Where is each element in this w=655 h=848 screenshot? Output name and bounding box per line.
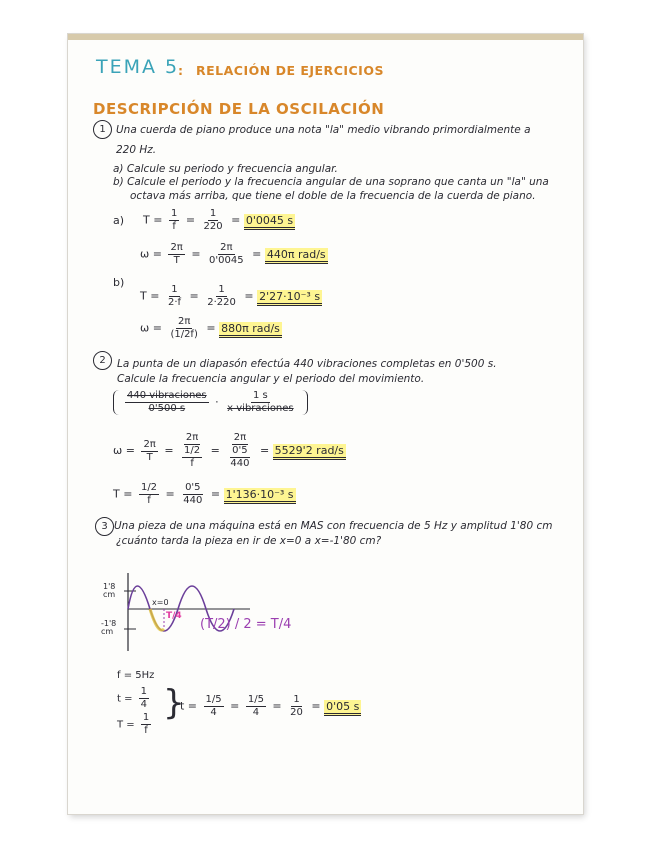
ex1b-period-result: 2'27·10⁻³ s	[257, 290, 322, 306]
relacion-subtitle: RELACIÓN DE EJERCICIOS	[196, 63, 384, 78]
ex3-period-relation: T = $\frac{1}{f}$	[117, 712, 150, 736]
ex2-statement-line1: La punta de un diapasón efectúa 440 vibraciones completas en 0'500 s.	[117, 358, 497, 370]
ex3-time-result: 0'05 s	[324, 700, 361, 716]
exercise-3-number: 3	[95, 517, 114, 536]
graph-x0-label: x=0	[152, 598, 169, 607]
ex3-time-relation: t = $\frac{1}{4}$	[117, 686, 148, 710]
graph-highlighted-quarter	[150, 609, 164, 630]
section-title: DESCRIPCIÓN DE LA OSCILACIÓN	[93, 100, 385, 118]
ex1b-period-equation: T = $\frac{1}{2\cdot f}$ = $\frac{1}{2\cdot 220}$ = 2'27·10⁻³ s	[140, 284, 321, 308]
exercise-1-number: 1	[93, 120, 112, 139]
ex1b-omega-equation: ω = $\frac{2\pi}{(1/2f)}$ = 880π rad/s	[140, 316, 280, 340]
ex1-period-result: 0'0045 s	[244, 214, 295, 230]
page-top-edge	[68, 34, 583, 40]
ex2-period-equation: T = $\frac{1/2}{f}$ = $\frac{0'5}{440}$ = 1'136·10⁻³ s	[113, 482, 294, 506]
ex1-omega-equation: ω = $\frac{2\pi}{T}$ = $\frac{2\pi}{0'0045}$ = 440π rad/s	[140, 242, 326, 266]
graph-bottom-label: -1'8 cm	[101, 619, 117, 636]
ex3-oscillation-graph	[100, 565, 300, 655]
ex1-part-b-line2: octava más arriba, que tiene el doble de la frecuencia de la cuerda de piano.	[130, 190, 536, 202]
ex2-omega-result: 5529'2 rad/s	[273, 444, 346, 460]
ex1-omega-result: 440π rad/s	[265, 248, 328, 264]
ex3-time-calculation: t = $\frac{1/5}{4}$ = $\frac{1/5}{4}$ = $\frac{1}{20}$ = 0'05 s	[180, 694, 360, 718]
ex3-statement-line2: ¿cuánto tarda la pieza en ir de x=0 a x=-1'80 cm?	[116, 535, 382, 547]
ex1-sol-a-label: a)	[113, 214, 125, 227]
ex1-part-a: a) Calcule su periodo y frecuencia angular.	[113, 163, 338, 175]
ex1-period-equation: T = $\frac{1}{f}$ = $\frac{1}{220}$ = 0'0045 s	[143, 208, 294, 232]
ex2-omega-equation: ω = $\frac{2\pi}{T}$ = $\frac{2\pi}{\frac{1/2}{f}}$ = $\frac{2\pi}{\frac{0'5}{440}}$ = 5529'2 rad/s	[113, 432, 344, 469]
ex1-statement-line1: Una cuerda de piano produce una nota "la" medio vibrando primordialmente a	[116, 124, 531, 136]
ex1b-omega-result: 880π rad/s	[219, 322, 282, 338]
ex1-sol-b-label: b)	[113, 276, 125, 289]
exercise-2-number: 2	[93, 351, 112, 370]
ex2-period-result: 1'136·10⁻³ s	[224, 488, 296, 504]
title-separator: :	[178, 63, 184, 78]
ex1-statement-line2: 220 Hz.	[116, 144, 157, 156]
ex3-statement-line1: Una pieza de una máquina está en MAS con frecuencia de 5 Hz y amplitud 1'80 cm	[114, 520, 553, 532]
ex1-part-b-line1: b) Calcule el periodo y la frecuencia angular de una soprano que canta un "la" una	[113, 176, 549, 188]
tema-title: TEMA 5	[96, 56, 180, 78]
ex2-conversion: $\frac{\text{440 vibraciones}}{0'500 s}$ · $\frac{1 s}{\text{x vibraciones}}$	[113, 390, 308, 415]
ex2-statement-line2: Calcule la frecuencia angular y el periodo del movimiento.	[117, 373, 425, 385]
graph-top-label: 1'8 cm	[103, 582, 116, 599]
ex3-relation: (T/2) / 2 = T/4	[200, 617, 292, 632]
ex3-brace: }	[163, 683, 185, 723]
graph-t4-label: T/4	[166, 611, 182, 621]
ex3-frequency-given: f = 5Hz	[117, 670, 155, 681]
